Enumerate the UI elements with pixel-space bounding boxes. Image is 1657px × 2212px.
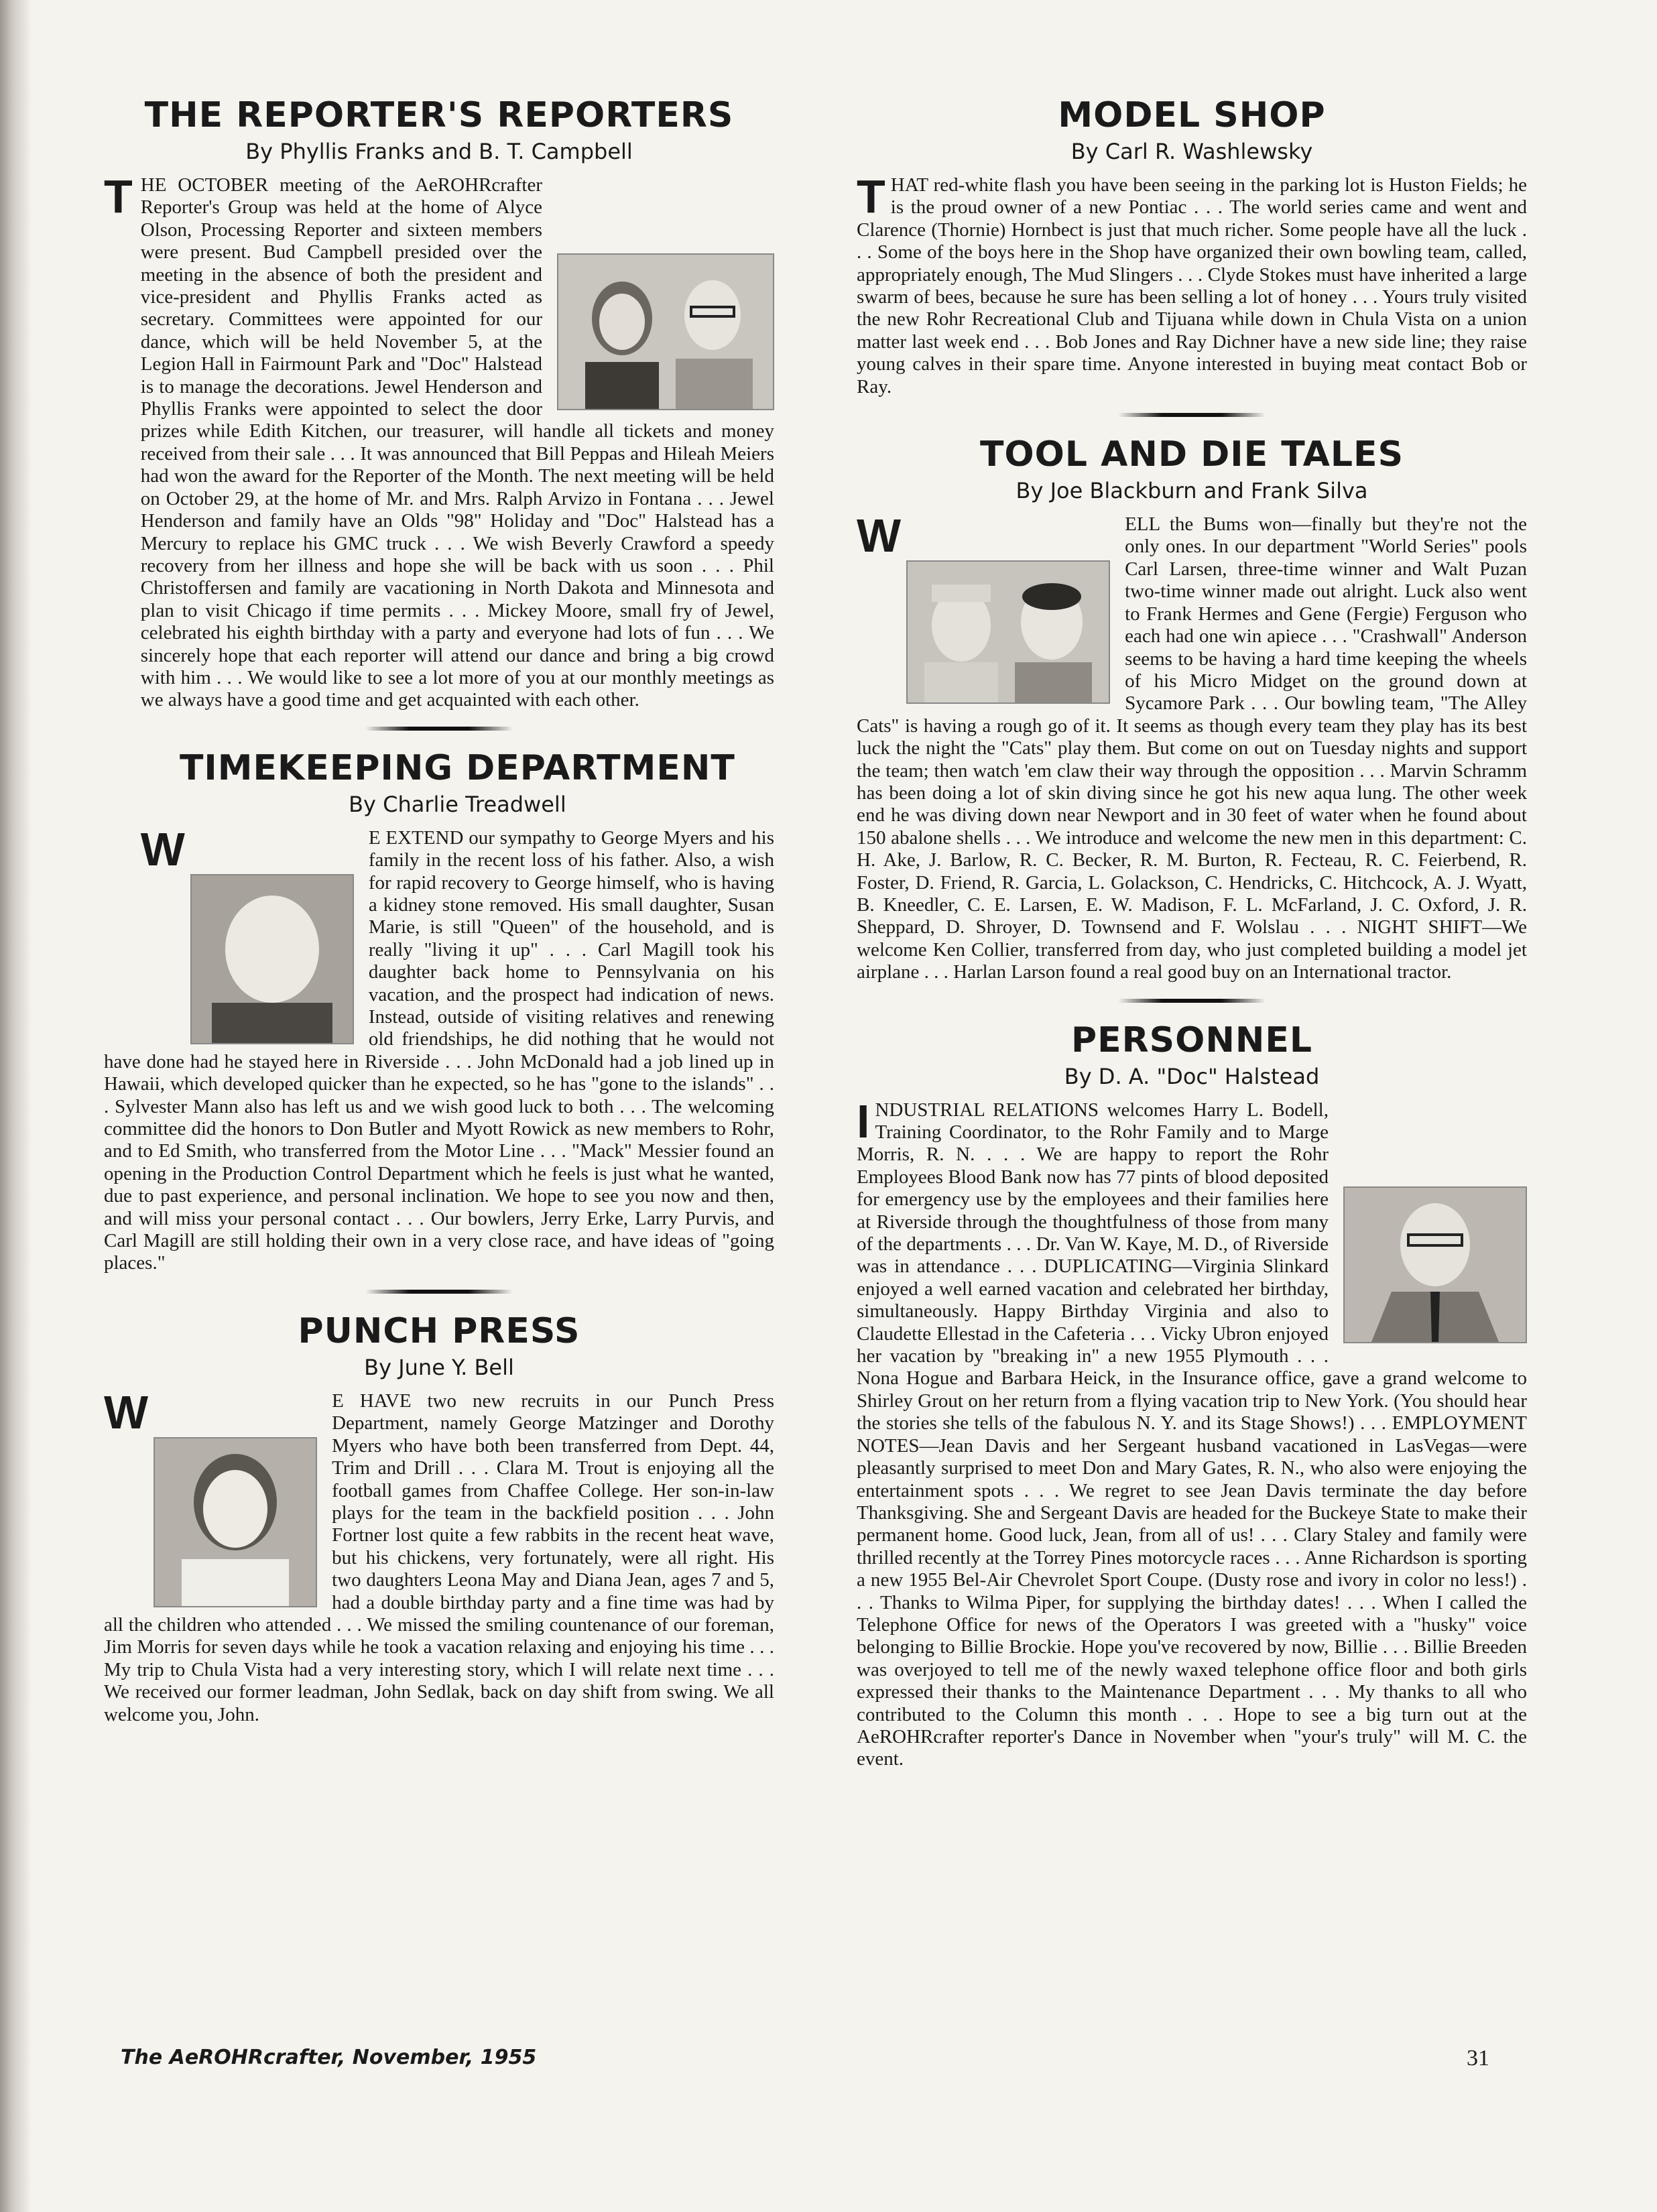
binding-gutter-shadow xyxy=(0,0,32,2212)
photo-portrait-icon xyxy=(908,562,1109,702)
article-byline: By D. A. "Doc" Halstead xyxy=(1064,1063,1320,1089)
article-text: HAT red-white flash you have been seeing in the parking lot is Huston Fields; he is the proud owner of a new Pontiac . . . The world series came and went and Clarence (Thornie) Hornbect is just that much richer. Some people have all the luck . . . Some of the boys here in the Shop have organized their own bowling team, called, appropriately enough, The Mud Slingers . . . Clyde Stokes must have inherited a large swarm of bees, because he sure has been selling a lot of honey . . . Yours truly visited the new Rohr Recreational Club and Tijuana while down in Chula Vista on a union matter last week end . . . Bob Jones and Ray Dichner have a new side line; they raise young calves in their spare time. Anyone interested in buying meat contact Bob or Ray. xyxy=(857,174,1527,397)
article-body xyxy=(857,170,1527,398)
article-byline: By Joe Blackburn and Frank Silva xyxy=(1016,478,1368,504)
article-personnel xyxy=(857,1019,1527,1771)
article-punch-press xyxy=(104,1310,774,1726)
photo-portrait-icon xyxy=(1345,1188,1526,1342)
article-title: MODEL SHOP xyxy=(1058,95,1326,135)
photo-man-glasses-portrait xyxy=(1343,1186,1527,1343)
drop-cap: T xyxy=(857,170,885,223)
article-text: NDUSTRIAL RELATIONS welcomes Harry L. Bodell, Training Coordinator, to the Rohr Family and to Marge Morris, R. N. . . . We are happy to report the Rohr Employees Blood Bank now has 77 pints of blood deposited for emergency use by the employees and their families here at Riverside through the thoughtfulness of those from many of the departments . . . Dr. Van W. Kaye, M. D., of Riverside was in attendance . . . DUPLICATING—Virginia Slinkard enjoyed a well earned vacation and celebrated her birthday, simultaneously. Happy Birthday Virginia and also to Claudette Ellestad in the Cafeteria . . . Vicky Ubron enjoyed her vacation by "breaking in" a new 1955 Plymouth . . . Nona Hogue and Barbara Heick, in the Insurance office, gave a grand welcome to Shirley Grout on her return from a flying vacation trip to New York. (You should hear the stories she tells of the fabulous N. Y. and its Stage Shows!) . . . EMPLOYMENT NOTES—Jean Davis and her Sergeant husband vacationed in LasVegas—were pleasantly surprised to meet Don and Mary Gates, R. N., who also were enjoying the entertainment spots . . . We regret to see Jean Davis terminate the day before Thanksgiving. She and Sergeant Davis are headed for the Buckeye State to make their permanent home. Good luck, Jean, from all of us! . . . Clary Staley and family were thrilled recently at the Torrey Pines motorcycle races . . . Anne Richardson is sporting a new 1955 Bel-Air Chevrolet Sport Coupe. (Dusty rose and ivory in color no less!) . . . Thanks to Wilma Piper, for supplying the birthday dates! . . . When I called the Telephone Office for news of the Operators I was greeted with a "husky" voice belonging to Billie Brockie. Hope you've recovered by now, Billie . . . Billie Breeden was overjoyed to tell me of the newly waxed telephone office floor and both girls expressed their thanks to the Maintenance Department . . . My thanks to all who contributed to the Column this month . . . Hope to see a big turn out at the AeROHRcrafter reporter's Dance in November when "your's truly" will M. C. the event. xyxy=(857,1099,1527,1770)
article-reporters-reporters xyxy=(104,94,774,712)
left-column xyxy=(104,94,774,1726)
right-column xyxy=(857,94,1527,1771)
article-body xyxy=(104,1386,774,1726)
drop-cap: W xyxy=(140,822,185,875)
article-model-shop xyxy=(857,94,1527,398)
article-body xyxy=(104,822,774,1275)
photo-portrait-icon xyxy=(558,255,773,409)
article-body xyxy=(857,509,1527,984)
photo-woman-portrait xyxy=(154,1437,317,1607)
photo-portrait-icon xyxy=(192,875,353,1043)
photo-two-people-portrait xyxy=(557,253,774,410)
article-byline: By Charlie Treadwell xyxy=(349,791,566,817)
article-title: THE REPORTER'S REPORTERS xyxy=(144,95,734,135)
drop-cap: W xyxy=(104,1386,149,1438)
publication-footer: The AeROHRcrafter, November, 1955 xyxy=(121,2046,537,2069)
photo-two-men-portrait xyxy=(906,560,1110,704)
article-text: E HAVE two new recruits in our Punch Press Department, namely George Matzinger and Dorothy Myers who have both been transferred from Dept. 44, Trim and Drill . . . Clara M. Trout is enjoying all the football games from Chaffee College. Her son-in-law plays for the team in the backfield position . . . John Fortner lost quite a few rabbits in the recent heat wave, but his chickens, very fortunately, were all right. His two daughters Leona May and Diana Jean, ages 7 and 5, had a double birthday party and a fine time was had by all the children who attended . . . We missed the smiling countenance of our foreman, Jim Morris for seven days while he took a vacation relaxing and enjoying his time . . . My trip to Chula Vista had a very interesting story, which I will relate next time . . . We received our former leadman, John Sedlak, back on day shift from swing. We all welcome you, John. xyxy=(104,1390,774,1725)
article-timekeeping xyxy=(104,747,774,1275)
article-body xyxy=(857,1095,1527,1771)
article-tool-and-die xyxy=(857,433,1527,984)
article-byline: By Carl R. Washlewsky xyxy=(1070,139,1313,164)
section-divider xyxy=(1118,999,1266,1003)
page-number: 31 xyxy=(1467,2046,1489,2071)
article-title: TOOL AND DIE TALES xyxy=(979,434,1404,475)
drop-cap: W xyxy=(857,509,902,562)
drop-cap: T xyxy=(104,170,133,223)
section-divider xyxy=(365,727,513,731)
article-title: TIMEKEEPING DEPARTMENT xyxy=(179,747,735,788)
article-text: E EXTEND our sympathy to George Myers and his family in the recent loss of his father. Also, a wish for rapid recovery to George himself, who is having a kidney stone removed. His small daughter, Susan Marie, is still "Queen" of the household, and is really "living it up" . . . Carl Magill took his daughter back home to Pennsylvania on his vacation, and the prospect had indication of news. Instead, outside of visiting relatives and renewing old friendships, he did nothing that he would not have done had he stayed here in Riverside . . . John McDonald had a job lined up in Hawaii, which developed quicker than he expected, so he has "gone to the islands" . . . Sylvester Mann also has left us and we wish good luck to both . . . The welcoming committee did the honors to Don Butler and Myott Rowick as new members to Rohr, and to Ed Smith, who transferred from the Motor Line . . . "Mack" Messier found an opening in the Production Control Department which he feels is just what he wanted, due to past experience, and personal inclination. We hope to see you now and then, and will miss your personal contact . . . Our bowlers, Jerry Erke, Larry Purvis, and Carl Magill are still holding their own in a very close race, and have ideas of "going places." xyxy=(104,826,774,1274)
section-divider xyxy=(365,1290,513,1294)
photo-man-portrait xyxy=(190,874,354,1044)
article-title: PUNCH PRESS xyxy=(298,1310,580,1351)
article-title: PERSONNEL xyxy=(1070,1020,1313,1060)
photo-portrait-icon xyxy=(155,1438,316,1606)
article-byline: By Phyllis Franks and B. T. Campbell xyxy=(245,139,633,164)
article-text: HE OCTOBER meeting of the AeROHRcrafter Reporter's Group was held at the home of Alyce Olson, Processing Reporter and sixteen members were present. Bud Campbell presided over the meeting in the absence of both the president and vice-president and Phyllis Franks acted as secretary. Committees were appointed for our dance, which will be held November 5, at the Legion Hall in Fairmount Park and "Doc" Halstead is to manage the decorations. Jewel Henderson and Phyllis Franks were appointed to select the door prizes while Edith Kitchen, our treasurer, will handle all tickets and money received from their sale . . . It was announced that Bill Peppas and Hileah Meiers had won the award for the Reporter of the Month. The next meeting will be held on October 29, at the home of Mr. and Mrs. Ralph Arvizo in Fontana . . . Jewel Henderson and family have an Olds "98" Holiday and "Doc" Halstead has a Mercury to replace his GMC truck . . . We wish Beverly Crawford a speedy recovery from her illness and hope she will be back with us soon . . . Phil Christoffersen and family are vacationing in North Dakota and Minnesota and plan to visit Chicago if time permits . . . Mickey Moore, small fry of Jewel, celebrated his eighth birthday with a party and everyone had lots of fun . . . We sincerely hope that each reporter will attend our dance and bring a big crowd with him . . . We would like to see a lot more of you at our monthly meetings as we always have a good time and get acquainted with each other. xyxy=(140,174,774,711)
article-byline: By June Y. Bell xyxy=(364,1354,514,1380)
drop-cap: I xyxy=(857,1095,870,1148)
section-divider xyxy=(1118,413,1266,417)
article-text: ELL the Bums won—finally but they're not the only ones. In our department "World Series" pools Carl Larsen, three-time winner and Walt Puzan two-time winner made out alright. Luck also went to Frank Hermes and Gene (Fergie) Ferguson who each had one win apiece . . . "Crashwall" Anderson seems to be having a hard time keeping the wheels of his Micro Midget on the ground down at Sycamore Park . . . Our bowling team, "The Alley Cats" is having a rough go of it. It seems as though every team they play has its best luck the night the "Cats" play them. But come on out on Tuesday nights and support the team; then watch 'em claw their way through the opposition . . . Marvin Schramm has been doing a lot of skin diving since he got his new aqua lung. The other week end he was diving down near Newport and in 30 feet of water when he found about 150 abalone shells . . . We introduce and welcome the new men in this department: C. H. Ake, J. Barlow, R. C. Becker, R. M. Burton, R. Fecteau, R. C. Feierbend, R. Foster, D. Friend, R. Garcia, L. Golackson, C. Hendricks, C. Hitchcock, A. J. Wyatt, B. Kneedler, C. E. Larsen, E. W. Madison, F. L. McFarland, J. C. Oxford, J. R. Sheppard, D. Shroyer, D. Townsend and F. Wolslau . . . NIGHT SHIFT—We welcome Ken Collier, transferred from day, who just completed building a model jet airplane . . . Harlan Larson found a real good buy on an International tractor. xyxy=(857,513,1527,983)
